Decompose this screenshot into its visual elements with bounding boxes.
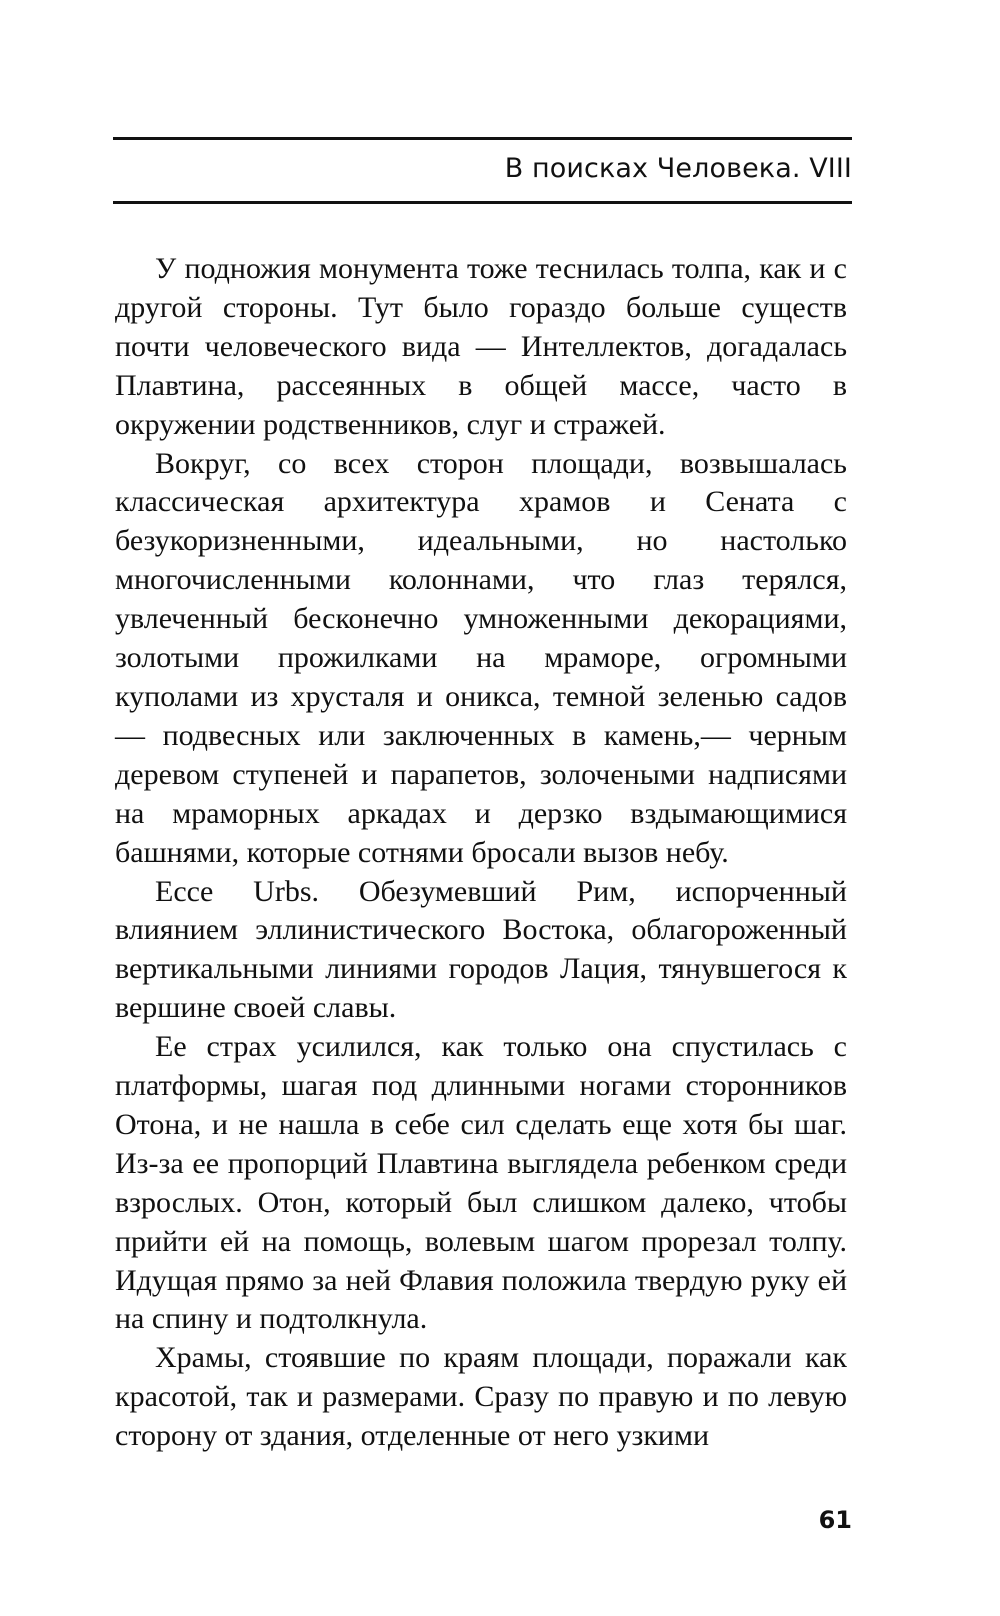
paragraph-3: Ecce Urbs. Обезумевший Рим, испорченный влиянием эллинистического Востока, облагороженный вертикальными линиями городов Лация, тянувшегося к вершине своей славы. xyxy=(115,874,847,1025)
paragraph-1: У подножия монумента тоже теснилась толпа, как и с другой стороны. Тут было гораздо больше существ почти человеческого вида — Интеллектов, догадалась Плавтина, рассеянных в общей массе, часто в окружении родственников, слуг и стражей. xyxy=(115,252,847,441)
body-text xyxy=(115,250,847,1456)
header-bottom-rule xyxy=(113,201,852,204)
paragraph-4: Ее страх усилился, как только она спустилась с платформы, шагая под длинными ногами сторонников Отона, и не нашла в себе сил сделать еще хотя бы шаг. Из-за ее пропорций Плавтина выглядела ребенком среди взрослых. Отон, который был слишком далеко, чтобы прийти ей на помощь, волевым шагом прорезал толпу. Идущая прямо за ней Флавия положила твердую руку ей на спину и подтолкнула. xyxy=(115,1030,847,1336)
paragraph-2: Вокруг, со всех сторон площади, возвышалась классическая архитектура храмов и Сената с безукоризненными, идеальными, но настолько многочисленными колоннами, что глаз терялся, увлеченный бесконечно умноженными декорациями, золотыми прожилками на мраморе, огромными куполами из хрусталя и оникса, темной зеленью садов — подвесных или заключенных в камень,— черным деревом ступеней и парапетов, золочеными надписями на мраморных аркадах и дерзко вздымающимися башнями, которые сотнями бросали вызов небу. xyxy=(115,446,847,869)
page-number: 61 xyxy=(818,1506,852,1534)
header-top-rule xyxy=(113,137,852,140)
paragraph-5: Храмы, стоявшие по краям площади, поражали как красотой, так и размерами. Сразу по правую и по левую сторону от здания, отделенные от него узкими xyxy=(115,1341,847,1453)
running-header: В поисках Человека. VIII xyxy=(504,153,852,184)
